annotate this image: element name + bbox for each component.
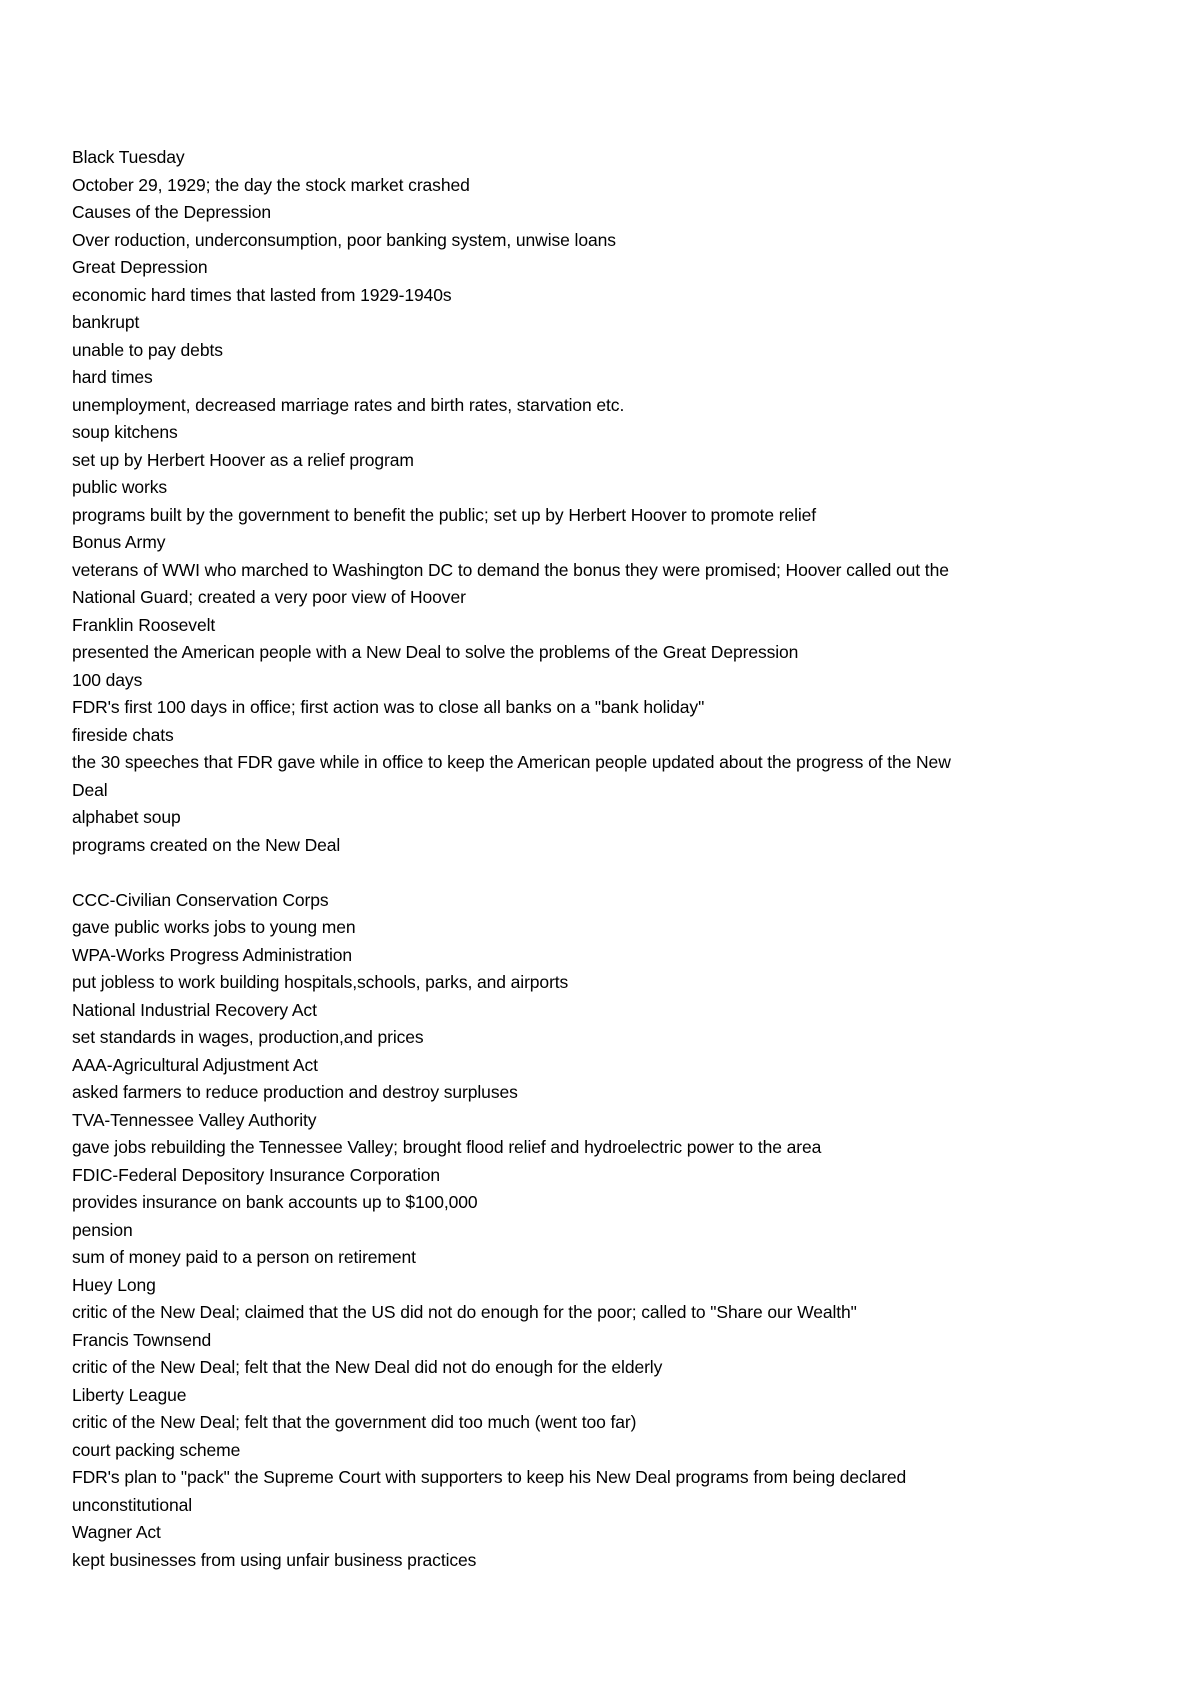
text-line: Black Tuesday — [72, 147, 185, 167]
text-line: WPA-Works Progress Administration — [72, 944, 353, 965]
text-line: critic of the New Deal; claimed that the US did not do enough for the poor; called to "Share our Wealth" — [72, 1302, 857, 1322]
blank-line — [72, 859, 1122, 887]
text-line: public works — [72, 477, 168, 497]
text-line: Liberty League — [72, 1384, 187, 1405]
text-line: critic of the New Deal; felt that the New Deal did not do enough for the elderly — [72, 1357, 663, 1377]
text-line: FDIC-Federal Depository Insurance Corporation — [72, 1164, 441, 1185]
text-line: National Guard; created a very poor view of Hoover — [72, 587, 466, 607]
text-line: Franklin Roosevelt — [72, 614, 216, 635]
text-line: Bonus Army — [72, 532, 166, 552]
text-line: 100 days — [72, 669, 143, 690]
text-line: set up by Herbert Hoover as a relief program — [72, 449, 414, 470]
text-line: Huey Long — [72, 1274, 156, 1295]
text-line: gave jobs rebuilding the Tennessee Valley; brought flood relief and hydroelectric power to the area — [72, 1137, 822, 1157]
text-line: hard times — [72, 367, 153, 387]
text-line: October 29, 1929; the day the stock market crashed — [72, 174, 470, 195]
text-line: AAA-Agricultural Adjustment Act — [72, 1054, 318, 1075]
text-line: critic of the New Deal; felt that the government did too much (went too far) — [72, 1412, 637, 1432]
text-line: veterans of WWI who marched to Washington DC to demand the bonus they were promised; Hoover called out the — [72, 559, 949, 580]
document-body — [72, 144, 1122, 1574]
text-line: fireside chats — [72, 724, 174, 745]
text-line: put jobless to work building hospitals,schools, parks, and airports — [72, 972, 569, 992]
text-line: CCC-Civilian Conservation Corps — [72, 889, 329, 910]
text-line: unable to pay debts — [72, 339, 223, 360]
text-line: sum of money paid to a person on retirement — [72, 1247, 416, 1267]
text-line: alphabet soup — [72, 807, 181, 827]
text-line: programs created on the New Deal — [72, 834, 341, 855]
text-line: Great Depression — [72, 257, 208, 277]
text-line: Francis Townsend — [72, 1329, 212, 1350]
text-line: asked farmers to reduce production and destroy surpluses — [72, 1082, 518, 1102]
text-line: unemployment, decreased marriage rates and birth rates, starvation etc. — [72, 394, 625, 415]
text-line: National Industrial Recovery Act — [72, 999, 317, 1020]
text-line: soup kitchens — [72, 422, 178, 442]
text-line: Over roduction, underconsumption, poor banking system, unwise loans — [72, 229, 616, 250]
text-line: economic hard times that lasted from 1929-1940s — [72, 284, 452, 305]
text-line: Deal — [72, 779, 108, 800]
text-line: pension — [72, 1219, 133, 1240]
text-line: the 30 speeches that FDR gave while in office to keep the American people updated about the progress of the New — [72, 752, 951, 772]
text-line: TVA-Tennessee Valley Authority — [72, 1109, 317, 1130]
text-line: provides insurance on bank accounts up to $100,000 — [72, 1192, 478, 1212]
text-line: FDR's first 100 days in office; first action was to close all banks on a "bank holiday" — [72, 697, 705, 717]
text-line: FDR's plan to "pack" the Supreme Court with supporters to keep his New Deal programs from being declared — [72, 1467, 907, 1487]
text-line: unconstitutional — [72, 1494, 193, 1515]
text-line: programs built by the government to benefit the public; set up by Herbert Hoover to promote relief — [72, 504, 817, 525]
text-line: bankrupt — [72, 312, 140, 332]
text-line: set standards in wages, production,and prices — [72, 1027, 424, 1047]
text-line: Wagner Act — [72, 1522, 161, 1542]
text-line: presented the American people with a New Deal to solve the problems of the Great Depression — [72, 642, 799, 662]
text-line: court packing scheme — [72, 1439, 241, 1460]
text-line: gave public works jobs to young men — [72, 917, 356, 937]
text-line: Causes of the Depression — [72, 202, 271, 222]
text-line: kept businesses from using unfair business practices — [72, 1549, 477, 1570]
